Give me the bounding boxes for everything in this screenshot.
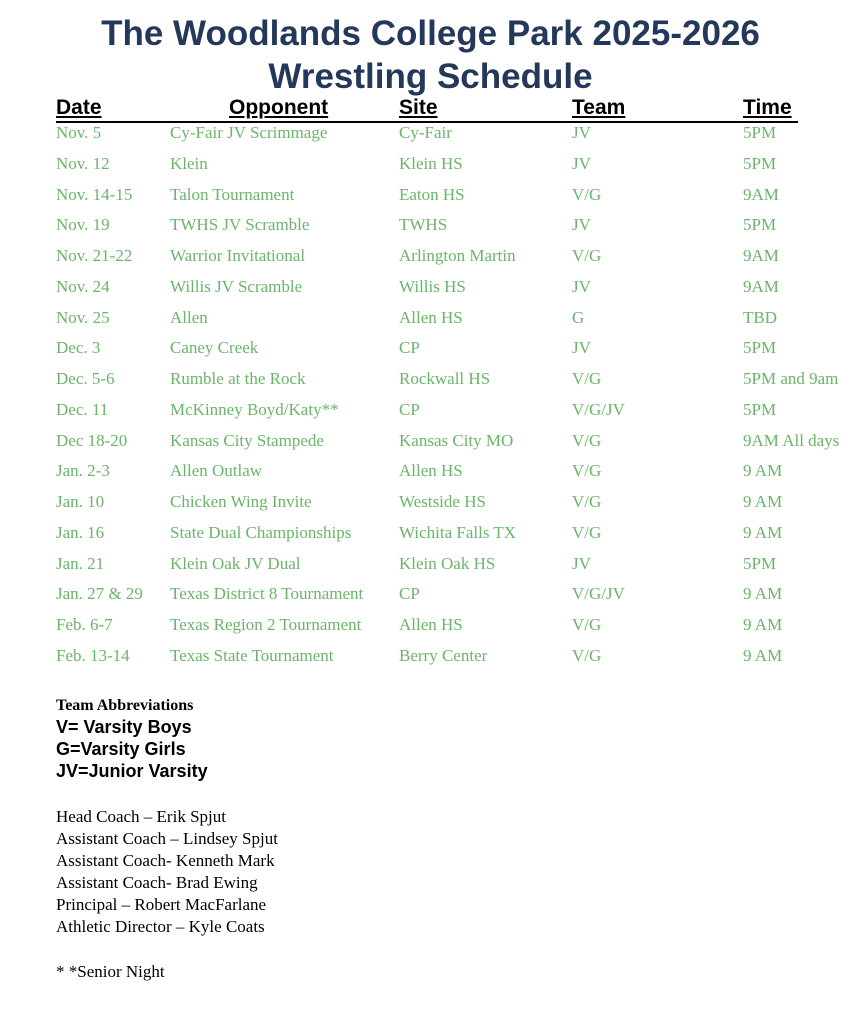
- page-title: The Woodlands College Park 2025-2026: [101, 14, 760, 53]
- row-team: G: [572, 307, 585, 327]
- table-row: [0, 337, 861, 367]
- row-opponent: Talon Tournament: [170, 184, 295, 204]
- row-opponent: Klein Oak JV Dual: [170, 553, 301, 573]
- staff-assistant-coach: Assistant Coach – Lindsey Spjut: [56, 829, 278, 848]
- senior-night-footnote: * *Senior Night: [56, 962, 165, 981]
- row-date: Nov. 19: [56, 215, 110, 235]
- row-time: 9 AM: [743, 645, 783, 665]
- table-row: [0, 645, 861, 675]
- row-team: V/G: [572, 430, 602, 450]
- table-row: [0, 491, 861, 521]
- abbreviations-title: Team Abbreviations: [56, 697, 194, 714]
- row-opponent: Texas State Tournament: [170, 645, 334, 665]
- table-row: [0, 399, 861, 429]
- row-opponent: Allen Outlaw: [170, 461, 263, 481]
- staff-assistant-coach: Assistant Coach- Brad Ewing: [56, 873, 258, 892]
- table-row: [0, 583, 861, 613]
- row-time: 9 AM: [743, 461, 783, 481]
- row-time: 9AM: [743, 276, 779, 296]
- row-team: V/G: [572, 461, 602, 481]
- row-date: Jan. 16: [56, 522, 105, 542]
- row-time: 5PM: [743, 153, 777, 173]
- row-site: CP: [399, 584, 420, 604]
- row-team: V/G: [572, 246, 602, 265]
- row-site: CP: [399, 399, 420, 419]
- row-team: V/G: [572, 492, 602, 511]
- table-row: [0, 122, 861, 152]
- row-site: Willis HS: [399, 276, 466, 296]
- table-row: [0, 522, 861, 552]
- row-opponent: Rumble at the Rock: [170, 369, 306, 388]
- row-site: Allen HS: [399, 615, 463, 634]
- row-team: JV: [572, 215, 591, 235]
- row-team: JV: [572, 276, 591, 296]
- row-site: Klein HS: [399, 153, 463, 173]
- row-date: Jan. 2-3: [56, 461, 110, 481]
- row-opponent: Warrior Invitational: [170, 246, 306, 265]
- table-row: [0, 214, 861, 244]
- row-date: Jan. 21: [56, 553, 105, 573]
- table-row: [0, 553, 861, 583]
- row-team: V/G: [572, 522, 602, 542]
- table-row: [0, 430, 861, 460]
- table-row: [0, 368, 861, 398]
- header-site: Site: [399, 96, 438, 119]
- row-time: 9 AM: [743, 492, 783, 511]
- row-team: V/G: [572, 184, 602, 204]
- row-opponent: Klein: [170, 153, 208, 173]
- row-date: Dec. 5-6: [56, 369, 115, 388]
- row-date: Nov. 21-22: [56, 246, 133, 265]
- row-site: TWHS: [399, 215, 448, 235]
- row-opponent: Caney Creek: [170, 338, 259, 358]
- row-opponent: Allen: [170, 307, 208, 327]
- table-row: [0, 276, 861, 306]
- row-time: 9 AM: [743, 584, 783, 604]
- row-site: Berry Center: [399, 645, 488, 665]
- row-time: 5PM: [743, 399, 777, 419]
- row-date: Jan. 10: [56, 492, 105, 511]
- row-opponent: Texas Region 2 Tournament: [170, 615, 362, 634]
- row-time: 9AM: [743, 184, 779, 204]
- row-site: Eaton HS: [399, 184, 465, 204]
- row-time: 5PM: [743, 553, 777, 573]
- row-time: 9AM: [743, 246, 779, 265]
- row-time: 9 AM: [743, 615, 783, 634]
- table-row: [0, 153, 861, 183]
- row-site: CP: [399, 338, 420, 358]
- staff-assistant-coach: Assistant Coach- Kenneth Mark: [56, 851, 275, 870]
- row-site: Kansas City MO: [399, 430, 514, 450]
- row-date: Feb. 13-14: [56, 645, 130, 665]
- row-time: 5PM: [743, 215, 777, 235]
- table-row: [0, 245, 861, 275]
- row-opponent: Chicken Wing Invite: [170, 492, 312, 511]
- row-date: Nov. 14-15: [56, 184, 133, 204]
- row-date: Dec. 11: [56, 399, 109, 419]
- row-site: Wichita Falls TX: [399, 522, 517, 542]
- row-team: V/G/JV: [572, 584, 625, 604]
- row-date: Nov. 24: [56, 276, 110, 296]
- row-date: Dec 18-20: [56, 430, 128, 450]
- row-date: Jan. 27 & 29: [56, 584, 143, 604]
- row-time: 5PM and 9am: [743, 369, 839, 388]
- row-opponent: Cy-Fair JV Scrimmage: [170, 123, 328, 142]
- page-subtitle: Wrestling Schedule: [268, 57, 593, 96]
- header-opponent: Opponent: [229, 96, 329, 119]
- row-site: Allen HS: [399, 461, 463, 481]
- row-date: Nov. 5: [56, 123, 102, 142]
- table-row: [0, 184, 861, 214]
- table-row: [0, 614, 861, 644]
- row-date: Dec. 3: [56, 338, 101, 358]
- row-opponent: Kansas City Stampede: [170, 430, 324, 450]
- row-time: 5PM: [743, 338, 777, 358]
- table-row: [0, 307, 861, 337]
- header-date: Date: [56, 96, 102, 119]
- header-time: Time: [743, 96, 792, 119]
- row-date: Nov. 25: [56, 307, 110, 327]
- abbreviation-junior-varsity: JV=Junior Varsity: [56, 761, 208, 781]
- row-site: Allen HS: [399, 307, 463, 327]
- staff-head-coach: Head Coach – Erik Spjut: [56, 807, 226, 826]
- row-opponent: Willis JV Scramble: [170, 276, 303, 296]
- row-time: 9AM All days: [743, 430, 840, 450]
- abbreviation-varsity-girls: G=Varsity Girls: [56, 739, 186, 759]
- row-site: Westside HS: [399, 492, 486, 511]
- row-opponent: State Dual Championships: [170, 522, 352, 542]
- row-team: JV: [572, 553, 591, 573]
- row-time: 9 AM: [743, 522, 783, 542]
- row-date: Nov. 12: [56, 153, 110, 173]
- header-team: Team: [572, 96, 626, 119]
- staff-principal: Principal – Robert MacFarlane: [56, 895, 267, 914]
- row-team: JV: [572, 153, 591, 173]
- row-time: TBD: [743, 307, 777, 327]
- row-site: Rockwall HS: [399, 369, 491, 388]
- table-row: [0, 460, 861, 490]
- row-opponent: Texas District 8 Tournament: [170, 584, 364, 604]
- row-team: V/G/JV: [572, 399, 625, 419]
- row-time: 5PM: [743, 123, 777, 142]
- row-team: V/G: [572, 615, 602, 634]
- row-opponent: TWHS JV Scramble: [170, 215, 310, 235]
- row-date: Feb. 6-7: [56, 615, 113, 634]
- row-team: V/G: [572, 645, 602, 665]
- row-site: Klein Oak HS: [399, 553, 496, 573]
- row-team: JV: [572, 338, 591, 358]
- row-site: Arlington Martin: [399, 246, 516, 265]
- row-opponent: McKinney Boyd/Katy**: [170, 399, 339, 419]
- row-team: JV: [572, 123, 591, 142]
- abbreviation-varsity-boys: V= Varsity Boys: [56, 717, 192, 737]
- row-site: Cy-Fair: [399, 123, 452, 142]
- staff-athletic-director: Athletic Director – Kyle Coats: [56, 917, 265, 936]
- row-team: V/G: [572, 369, 602, 388]
